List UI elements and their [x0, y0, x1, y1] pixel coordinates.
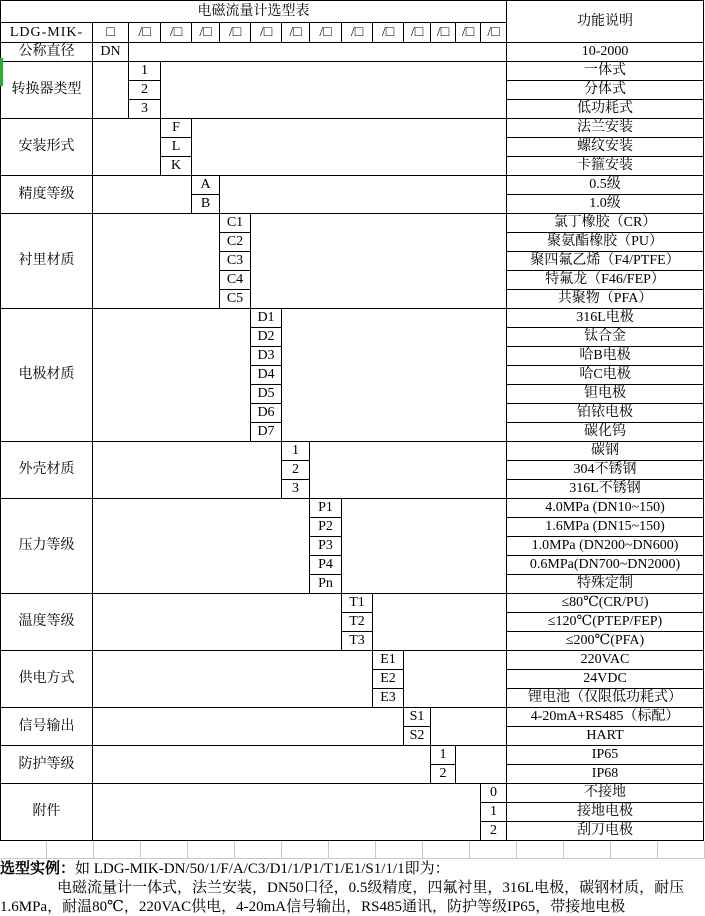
option-description: 碳钢 — [507, 442, 704, 461]
option-description: 螺纹安装 — [507, 138, 704, 157]
blank-cell — [93, 119, 161, 176]
example-description-line-1: 电磁流量计一体式，法兰安装，DN50口径，0.5级精度，四氟衬里，316L电极，碳钢材质，耐压 — [57, 880, 685, 896]
option-code: D6 — [251, 404, 282, 423]
option-description: 220VAC — [507, 651, 704, 670]
option-code: C3 — [220, 252, 251, 271]
option-description: 法兰安装 — [507, 119, 704, 138]
code-slot-cell: /□ — [282, 23, 310, 43]
option-code: C1 — [220, 214, 251, 233]
function-header: 功能说明 — [507, 1, 704, 43]
option-code: P3 — [310, 537, 342, 556]
option-code: A — [192, 176, 220, 195]
option-description: 卡箍安装 — [507, 157, 704, 176]
option-code: E1 — [373, 651, 404, 670]
option-code: 2 — [481, 822, 507, 841]
option-description: ≤200℃(PFA) — [507, 632, 704, 651]
option-code: P2 — [310, 518, 342, 537]
option-code: T1 — [342, 594, 373, 613]
blank-cell — [93, 594, 342, 651]
option-description: 铂铱电极 — [507, 404, 704, 423]
option-code: D4 — [251, 366, 282, 385]
cell-selection-marker — [0, 58, 3, 86]
category-label: 供电方式 — [1, 651, 93, 708]
category-label: 防护等级 — [1, 746, 93, 784]
option-description: 钛合金 — [507, 328, 704, 347]
category-label: 温度等级 — [1, 594, 93, 651]
option-code: K — [161, 157, 192, 176]
category-label: 信号输出 — [1, 708, 93, 746]
example-label: 选型实例： — [0, 861, 76, 877]
option-code: T3 — [342, 632, 373, 651]
option-description: 钽电极 — [507, 385, 704, 404]
blank-cell — [93, 708, 404, 746]
category-label: 附件 — [1, 784, 93, 841]
category-label: 电极材质 — [1, 309, 93, 442]
code-slot-cell: /□ — [342, 23, 373, 43]
option-description: 锂电池（仅限低功耗式） — [507, 689, 704, 708]
option-code: E3 — [373, 689, 404, 708]
blank-cell — [310, 442, 507, 499]
option-description: 共聚物（PFA） — [507, 290, 704, 309]
option-description: 316L不锈钢 — [507, 480, 704, 499]
option-description: 4-20mA+RS485（标配） — [507, 708, 704, 727]
option-description: 氯丁橡胶（CR） — [507, 214, 704, 233]
option-code: E2 — [373, 670, 404, 689]
option-description: 分体式 — [507, 81, 704, 100]
option-description: 4.0MPa (DN10~150) — [507, 499, 704, 518]
option-code: S1 — [404, 708, 431, 727]
example-description-line-2: 1.6MPa，耐温80℃，220VAC供电，4-20mA信号输出，RS485通讯，防护等级IP65，带接地电极 — [0, 899, 626, 915]
option-description: 刮刀电极 — [507, 822, 704, 841]
dn-box-cell: □ — [93, 23, 129, 43]
code-slot-cell: /□ — [404, 23, 431, 43]
option-description: 接地电极 — [507, 803, 704, 822]
blank-cell — [93, 214, 220, 309]
code-slot-cell: /□ — [310, 23, 342, 43]
spreadsheet-gridline-strip — [0, 841, 705, 859]
option-code: 3 — [129, 100, 161, 119]
option-description: 304不锈钢 — [507, 461, 704, 480]
blank-cell — [93, 651, 373, 708]
blank-cell — [192, 119, 507, 176]
code-slot-cell: /□ — [481, 23, 507, 43]
option-code: C2 — [220, 233, 251, 252]
option-description: 哈C电极 — [507, 366, 704, 385]
option-code: C5 — [220, 290, 251, 309]
option-description: 特氟龙（F46/FEP） — [507, 271, 704, 290]
code-slot-cell: /□ — [431, 23, 456, 43]
blank-cell — [456, 746, 507, 784]
blank-cell — [251, 214, 507, 309]
option-description: 24VDC — [507, 670, 704, 689]
code-slot-cell: /□ — [192, 23, 220, 43]
option-code: 2 — [129, 81, 161, 100]
selection-example — [0, 859, 705, 916]
blank-cell — [431, 708, 507, 746]
option-code: B — [192, 195, 220, 214]
code-slot-cell: /□ — [220, 23, 251, 43]
option-code: 1 — [431, 746, 456, 765]
option-code: D3 — [251, 347, 282, 366]
option-code: 0 — [481, 784, 507, 803]
blank-cell — [93, 176, 192, 214]
option-code: D5 — [251, 385, 282, 404]
blank-cell — [161, 62, 507, 119]
option-description: 低功耗式 — [507, 100, 704, 119]
example-code: 如 LDG-MIK-DN/50/1/F/A/C3/D1/1/P1/T1/E1/S1/1/1即为： — [75, 861, 450, 877]
option-code: D2 — [251, 328, 282, 347]
option-description: ≤120℃(PTEP/FEP) — [507, 613, 704, 632]
option-description: 特殊定制 — [507, 575, 704, 594]
option-code: 2 — [282, 461, 310, 480]
option-description: 一体式 — [507, 62, 704, 81]
option-code: 1 — [481, 803, 507, 822]
category-label: 安装形式 — [1, 119, 93, 176]
option-code: P4 — [310, 556, 342, 575]
option-code: S2 — [404, 727, 431, 746]
category-label: 衬里材质 — [1, 214, 93, 309]
blank-cell — [93, 746, 431, 784]
option-code: D7 — [251, 423, 282, 442]
code-slot-cell: /□ — [373, 23, 404, 43]
option-description: 1.0MPa (DN200~DN600) — [507, 537, 704, 556]
option-code: D1 — [251, 309, 282, 328]
category-label: 压力等级 — [1, 499, 93, 594]
option-description: 碳化钨 — [507, 423, 704, 442]
code-slot-cell: /□ — [251, 23, 282, 43]
option-description: 316L电极 — [507, 309, 704, 328]
model-prefix-cell: LDG-MIK- — [1, 23, 93, 43]
option-description: 1.6MPa (DN15~150) — [507, 518, 704, 537]
blank-cell — [404, 651, 507, 708]
option-code: Pn — [310, 575, 342, 594]
code-slot-cell: /□ — [161, 23, 192, 43]
category-label: 外壳材质 — [1, 442, 93, 499]
option-description: IP68 — [507, 765, 704, 784]
option-description: 0.6MPa(DN700~DN2000) — [507, 556, 704, 575]
option-code: P1 — [310, 499, 342, 518]
option-code: F — [161, 119, 192, 138]
table-title: 电磁流量计选型表 — [1, 1, 507, 23]
code-slot-cell: /□ — [456, 23, 481, 43]
option-description: IP65 — [507, 746, 704, 765]
option-description: 哈B电极 — [507, 347, 704, 366]
example-code-line — [0, 860, 705, 879]
option-description: ≤80℃(CR/PU) — [507, 594, 704, 613]
blank-cell — [373, 594, 507, 651]
option-code: C4 — [220, 271, 251, 290]
option-code: 3 — [282, 480, 310, 499]
blank-cell — [282, 309, 507, 442]
blank-cell — [220, 176, 507, 214]
blank-cell — [129, 43, 507, 62]
option-description: 聚四氟乙烯（F4/PTFE） — [507, 252, 704, 271]
option-description: HART — [507, 727, 704, 746]
option-code: 2 — [431, 765, 456, 784]
blank-cell — [93, 62, 129, 119]
option-code: 1 — [129, 62, 161, 81]
option-code: L — [161, 138, 192, 157]
option-code: 1 — [282, 442, 310, 461]
option-code: DN — [93, 43, 129, 62]
option-description: 10-2000 — [507, 43, 704, 62]
option-description: 0.5级 — [507, 176, 704, 195]
category-label: 公称直径 — [1, 43, 93, 62]
option-description: 1.0级 — [507, 195, 704, 214]
code-slot-cell: /□ — [129, 23, 161, 43]
option-description: 不接地 — [507, 784, 704, 803]
blank-cell — [93, 442, 282, 499]
option-description: 聚氨酯橡胶（PU） — [507, 233, 704, 252]
blank-cell — [342, 499, 507, 594]
blank-cell — [93, 499, 310, 594]
blank-cell — [93, 784, 481, 841]
category-label: 精度等级 — [1, 176, 93, 214]
blank-cell — [93, 309, 251, 442]
category-label: 转换器类型 — [1, 62, 93, 119]
option-code: T2 — [342, 613, 373, 632]
